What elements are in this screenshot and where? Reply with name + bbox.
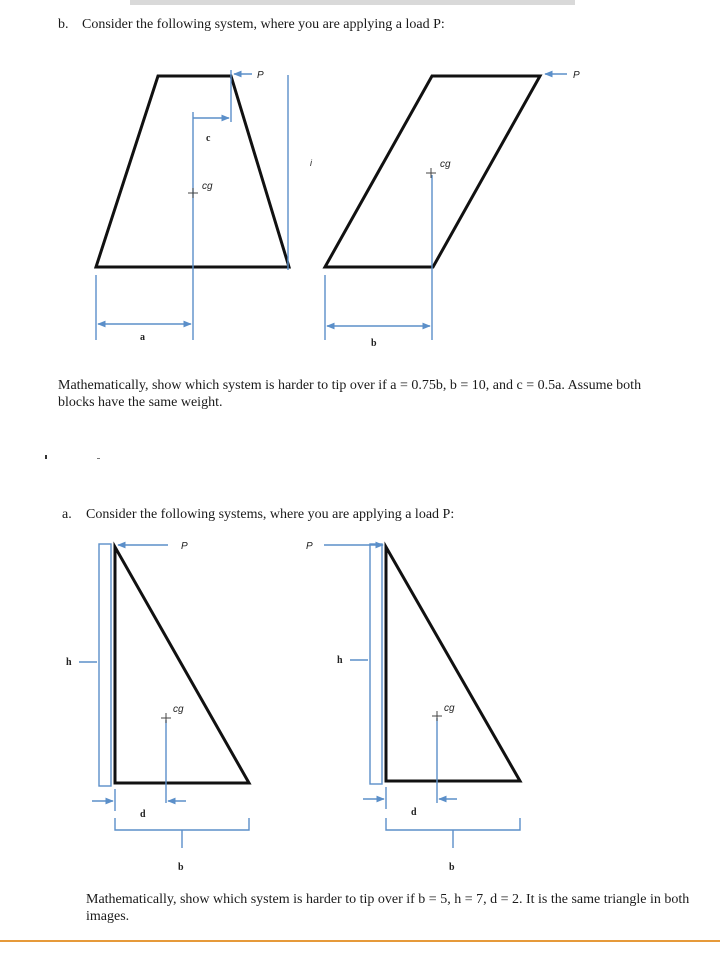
parallelogram-dimensions (325, 74, 567, 340)
stray-dot (45, 455, 47, 459)
stray-mark: i (310, 158, 312, 168)
left-triangle-cg-label: cg (173, 704, 184, 715)
problem-a-question: Mathematically, show which system is harder to tip over if b = 5, h = 7, d = 2. It is the same triangle in both images. (86, 892, 690, 924)
trapezoid-offset-label: c (206, 133, 211, 144)
trapezoid-cg-label: cg (202, 181, 213, 192)
left-triangle-base-label: b (178, 862, 184, 873)
left-triangle-dimensions (79, 544, 249, 848)
right-triangle-load-label: P (306, 541, 313, 552)
right-triangle-cg-label: cg (444, 703, 455, 714)
left-triangle-cg-marker (161, 713, 171, 723)
parallelogram-cg-label: cg (440, 159, 451, 170)
right-triangle-height-label: h (337, 655, 343, 666)
right-triangle-cg-marker (432, 711, 442, 721)
problem-b-prompt-text: Consider the following system, where you are applying a load P: (82, 17, 445, 32)
parallelogram-cg-marker (426, 168, 436, 178)
parallelogram-base-label: b (371, 338, 377, 349)
trapezoid-cg-marker (188, 188, 198, 198)
problem-b-label: b. (58, 17, 69, 32)
trapezoid-dimensions (96, 70, 288, 340)
bottom-divider (0, 940, 720, 942)
left-triangle (115, 547, 249, 783)
left-triangle-height-label: h (66, 657, 72, 668)
problem-a-prompt-text: Consider the following systems, where you are applying a load P: (86, 507, 455, 522)
left-triangle-load-label: P (181, 541, 188, 552)
problem-a-prompt (62, 506, 454, 523)
parallelogram-load-label: P (573, 70, 580, 81)
trapezoid-base-label: a (140, 332, 145, 343)
left-triangle-offset-label: d (140, 809, 146, 820)
right-triangle-dimensions (324, 544, 520, 848)
problem-b-question: Mathematically, show which system is harder to tip over if a = 0.75b, b = 10, and c = 0.5a. Assume both blocks have the same weight. (58, 378, 642, 410)
right-triangle (386, 547, 520, 781)
problem-a-label: a. (62, 507, 72, 522)
right-triangle-offset-label: d (411, 807, 417, 818)
stray-dash (97, 458, 100, 459)
right-triangle-base-label: b (449, 862, 455, 873)
trapezoid-load-label: P (257, 70, 264, 81)
